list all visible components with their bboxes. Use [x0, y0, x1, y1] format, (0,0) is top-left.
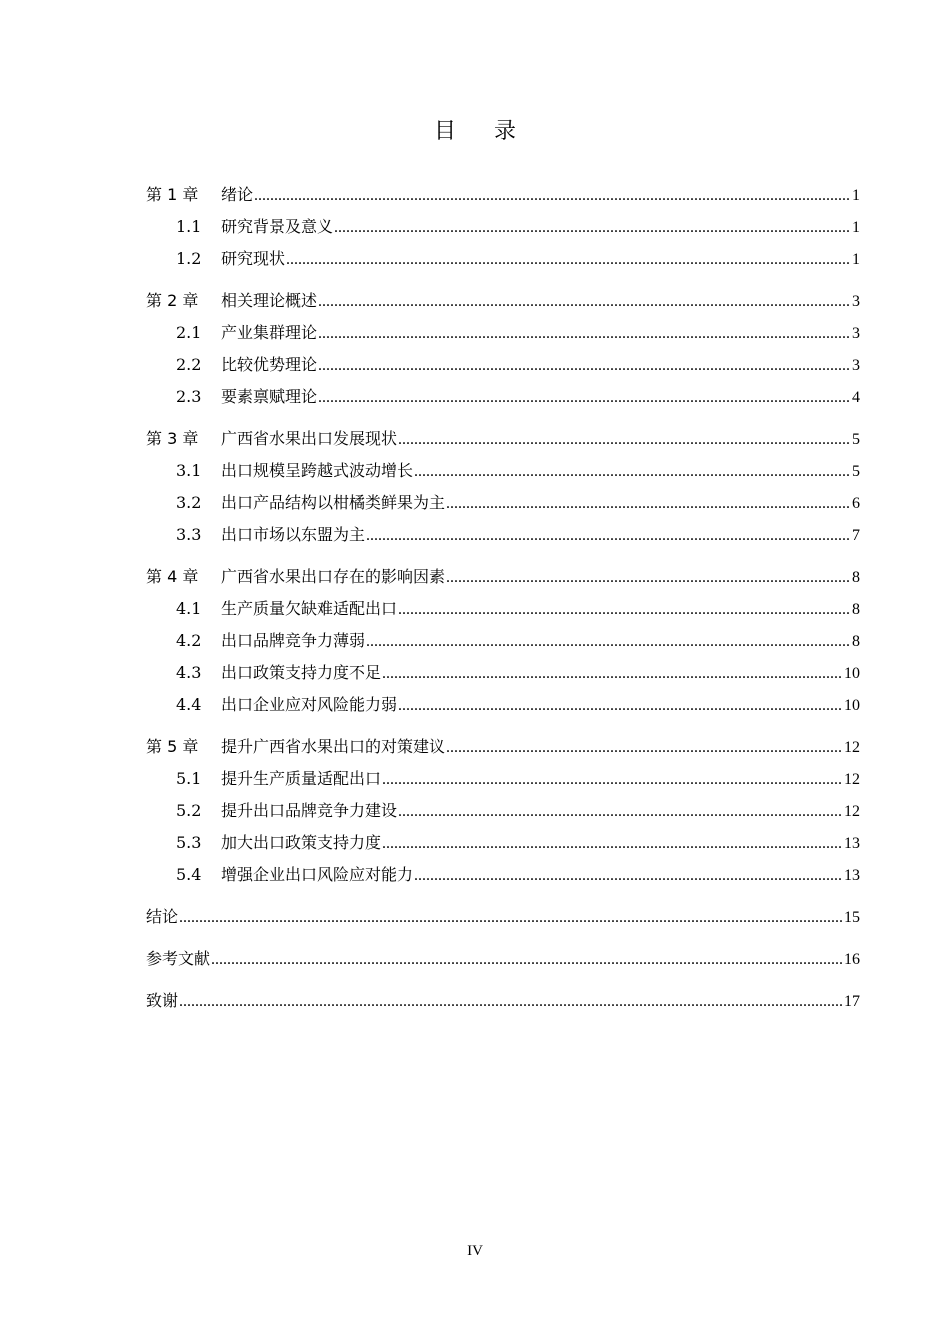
toc-chapter-entry[interactable] — [146, 288, 860, 320]
toc-dot-leader — [446, 569, 851, 587]
toc-entry-title: 研究背景及意义 — [221, 217, 334, 236]
toc-entry-page-number: 10 — [844, 697, 860, 714]
toc-dot-leader — [382, 771, 843, 789]
toc-dot-leader — [398, 803, 843, 821]
toc-entry-page-number: 1 — [852, 251, 860, 268]
toc-section-entry[interactable] — [146, 352, 860, 384]
toc-dot-leader — [318, 357, 851, 375]
toc-section-entry[interactable] — [146, 862, 860, 894]
toc-entry-page-number: 8 — [852, 633, 860, 650]
toc-section-entry[interactable] — [146, 766, 860, 798]
toc-entry-title: 提升生产质量适配出口 — [221, 769, 382, 788]
toc-entry-page-number: 13 — [844, 867, 860, 884]
toc-dot-leader — [366, 527, 851, 545]
toc-dot-leader — [414, 463, 851, 481]
toc-entry-title: 出口企业应对风险能力弱 — [221, 695, 398, 714]
toc-entry-number: 第 2 章 — [146, 291, 199, 310]
toc-entry-page-number: 3 — [852, 357, 860, 374]
toc-entry-number: 2.3 — [176, 387, 202, 406]
toc-entry-number: 第 3 章 — [146, 429, 199, 448]
toc-entry-title: 要素禀赋理论 — [221, 387, 318, 406]
toc-entry-page-number: 15 — [844, 909, 860, 926]
toc-entry-title: 产业集群理论 — [221, 323, 318, 342]
toc-chapter-entry[interactable] — [146, 734, 860, 766]
toc-entry-title: 生产质量欠缺难适配出口 — [221, 599, 398, 618]
toc-entry-number: 2.1 — [176, 323, 202, 342]
toc-entry-title: 提升出口品牌竞争力建设 — [221, 801, 398, 820]
toc-entry-title: 加大出口政策支持力度 — [221, 833, 382, 852]
toc-entry-number: 1.2 — [176, 249, 202, 268]
toc-dot-leader — [446, 739, 843, 757]
toc-dot-leader — [286, 251, 851, 269]
toc-dot-leader — [382, 835, 843, 853]
toc-entry-page-number: 12 — [844, 771, 860, 788]
toc-entry-page-number: 12 — [844, 739, 860, 756]
toc-section-entry[interactable] — [146, 320, 860, 352]
page-number-footer: IV — [467, 1243, 483, 1259]
toc-dot-leader — [398, 431, 851, 449]
toc-entry-title: 出口品牌竞争力薄弱 — [221, 631, 366, 650]
toc-entry-page-number: 10 — [844, 665, 860, 682]
toc-dot-leader — [318, 325, 851, 343]
toc-dot-leader — [366, 633, 851, 651]
toc-entry-title: 增强企业出口风险应对能力 — [221, 865, 414, 884]
toc-entry-title: 广西省水果出口存在的影响因素 — [221, 567, 446, 586]
table-of-contents — [146, 182, 860, 1020]
toc-entry-page-number: 3 — [852, 325, 860, 342]
toc-entry-title: 参考文献 — [146, 949, 211, 968]
toc-dot-leader — [446, 495, 851, 513]
toc-chapter-entry[interactable] — [146, 946, 860, 978]
toc-entry-page-number: 4 — [852, 389, 860, 406]
toc-dot-leader — [382, 665, 843, 683]
toc-entry-title: 绪论 — [221, 185, 254, 204]
toc-entry-title: 出口政策支持力度不足 — [221, 663, 382, 682]
toc-dot-leader — [318, 293, 851, 311]
toc-entry-number: 4.2 — [176, 631, 202, 650]
toc-section-entry[interactable] — [146, 458, 860, 490]
toc-entry-title: 比较优势理论 — [221, 355, 318, 374]
toc-entry-title: 结论 — [146, 907, 179, 926]
toc-dot-leader — [398, 601, 851, 619]
page-title: 目录 — [433, 119, 554, 144]
toc-entry-number: 第 1 章 — [146, 185, 199, 204]
toc-entry-page-number: 8 — [852, 601, 860, 618]
toc-entry-number: 1.1 — [176, 217, 202, 236]
toc-dot-leader — [211, 951, 843, 969]
toc-dot-leader — [414, 867, 843, 885]
toc-section-entry[interactable] — [146, 798, 860, 830]
toc-chapter-entry[interactable] — [146, 988, 860, 1020]
toc-dot-leader — [179, 909, 843, 927]
toc-section-entry[interactable] — [146, 628, 860, 660]
toc-entry-title: 致谢 — [146, 991, 179, 1010]
toc-entry-page-number: 16 — [844, 951, 860, 968]
toc-chapter-entry[interactable] — [146, 564, 860, 596]
toc-entry-title: 提升广西省水果出口的对策建议 — [221, 737, 446, 756]
toc-entry-number: 4.3 — [176, 663, 202, 682]
toc-section-entry[interactable] — [146, 660, 860, 692]
toc-section-entry[interactable] — [146, 490, 860, 522]
toc-dot-leader — [318, 389, 851, 407]
toc-section-entry[interactable] — [146, 830, 860, 862]
toc-entry-number: 3.2 — [176, 493, 202, 512]
toc-entry-title: 相关理论概述 — [221, 291, 318, 310]
toc-entry-number: 3.3 — [176, 525, 202, 544]
toc-entry-page-number: 17 — [844, 993, 860, 1010]
toc-entry-page-number: 7 — [852, 527, 860, 544]
toc-entry-page-number: 8 — [852, 569, 860, 586]
toc-entry-number: 5.2 — [176, 801, 202, 820]
toc-entry-title: 出口产品结构以柑橘类鲜果为主 — [221, 493, 446, 512]
toc-section-entry[interactable] — [146, 692, 860, 724]
toc-dot-leader — [254, 187, 851, 205]
toc-dot-leader — [179, 993, 843, 1011]
toc-entry-page-number: 13 — [844, 835, 860, 852]
toc-chapter-entry[interactable] — [146, 904, 860, 936]
toc-entry-number: 第 4 章 — [146, 567, 199, 586]
toc-entry-page-number: 5 — [852, 431, 860, 448]
toc-section-entry[interactable] — [146, 214, 860, 246]
toc-entry-page-number: 6 — [852, 495, 860, 512]
toc-dot-leader — [334, 219, 851, 237]
toc-entry-number: 第 5 章 — [146, 737, 199, 756]
toc-chapter-entry[interactable] — [146, 182, 860, 214]
toc-entry-page-number: 12 — [844, 803, 860, 820]
toc-entry-number: 3.1 — [176, 461, 202, 480]
toc-entry-page-number: 5 — [852, 463, 860, 480]
toc-entry-page-number: 1 — [852, 219, 860, 236]
toc-entry-title: 广西省水果出口发展现状 — [221, 429, 398, 448]
toc-entry-title: 出口规模呈跨越式波动增长 — [221, 461, 414, 480]
toc-entry-number: 2.2 — [176, 355, 202, 374]
toc-entry-number: 4.4 — [176, 695, 202, 714]
toc-chapter-entry[interactable] — [146, 426, 860, 458]
toc-section-entry[interactable] — [146, 522, 860, 554]
toc-entry-number: 5.4 — [176, 865, 202, 884]
toc-entry-title: 出口市场以东盟为主 — [221, 525, 366, 544]
toc-section-entry[interactable] — [146, 384, 860, 416]
toc-entry-page-number: 1 — [852, 187, 860, 204]
toc-entry-number: 5.3 — [176, 833, 202, 852]
toc-entry-title: 研究现状 — [221, 249, 286, 268]
toc-entry-page-number: 3 — [852, 293, 860, 310]
toc-entry-number: 4.1 — [176, 599, 202, 618]
toc-section-entry[interactable] — [146, 246, 860, 278]
toc-entry-number: 5.1 — [176, 769, 202, 788]
toc-section-entry[interactable] — [146, 596, 860, 628]
toc-dot-leader — [398, 697, 843, 715]
